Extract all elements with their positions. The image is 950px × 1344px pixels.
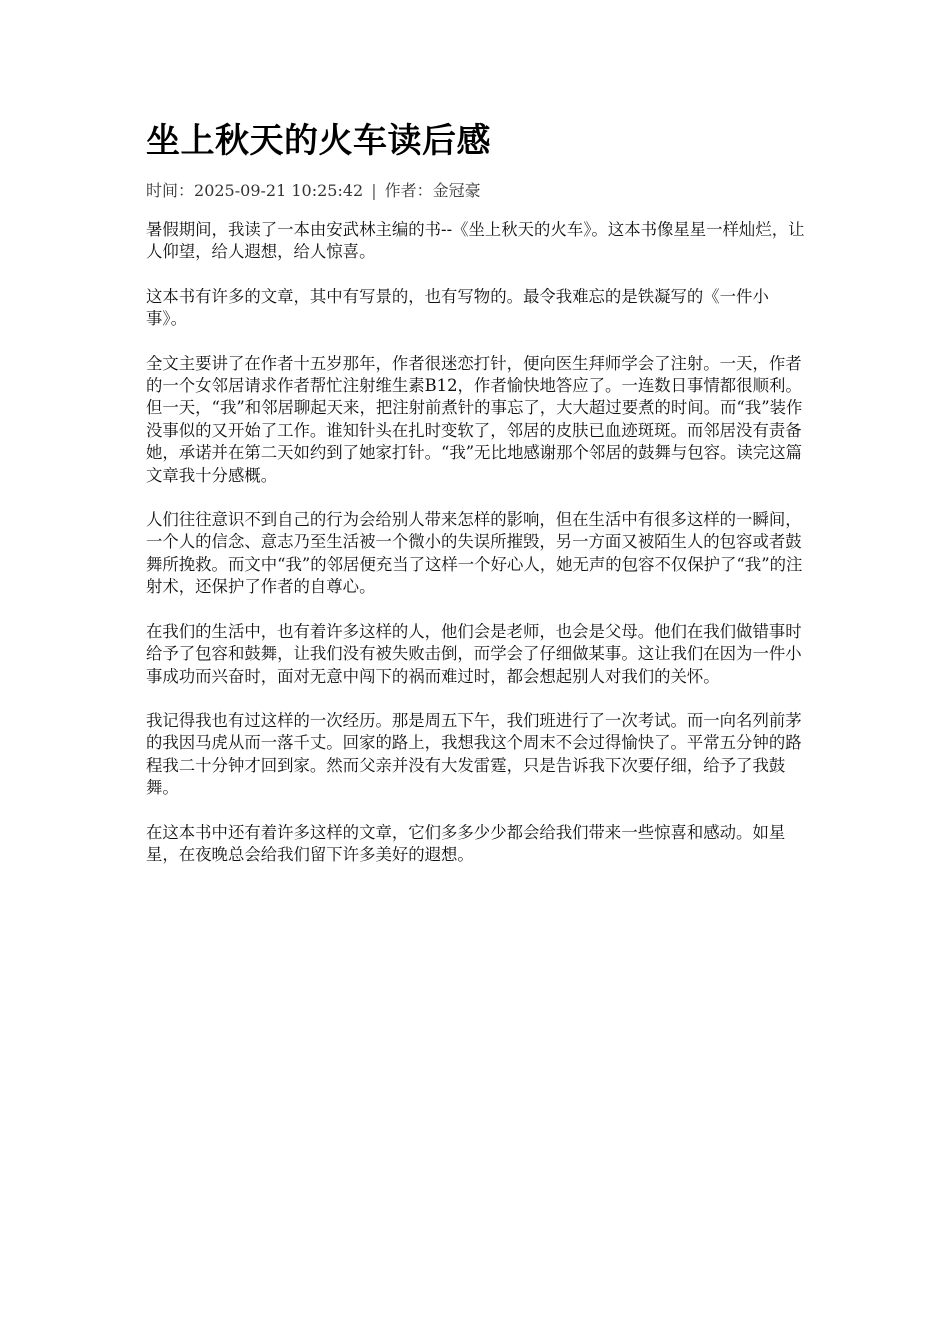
- paragraph: 全文主要讲了在作者十五岁那年，作者很迷恋打针，便向医生拜师学会了注射。一天，作者的一个女邻居请求作者帮忙注射维生素B12，作者愉快地答应了。一连数日事情都很顺利。但一天，“我”和邻居聊起天来，把注射前煮针的事忘了，大大超过要煮的时间。而“我”装作没事似的又开始了工作。谁知针头在扎时变软了，邻居的皮肤已血迹斑斑。而邻居没有责备她，承诺并在第二天如约到了她家打针。“我”无比地感谢那个邻居的鼓舞与包容。读完这篇文章我十分感概。: [146, 353, 803, 485]
- paragraph: 这本书有许多的文章，其中有写景的，也有写物的。最令我难忘的是铁凝写的《一件小事》。: [146, 286, 769, 329]
- meta-separator: |: [371, 181, 377, 200]
- page-title: 坐上秋天的火车读后感: [146, 121, 491, 161]
- paragraph: 人们往往意识不到自己的行为会给别人带来怎样的影响，但在生活中有很多这样的一瞬间，一个人的信念、意志乃至生活被一个微小的失误所摧毁，另一方面又被陌生人的包容或者鼓舞所挽救。而文中“我”的邻居便充当了这样一个好心人，她无声的包容不仅保护了“我”的注射术，还保护了作者的自尊心。: [146, 510, 803, 597]
- author-value: 金冠豪: [432, 181, 481, 200]
- paragraph: 在我们的生活中，也有着许多这样的人，他们会是老师，也会是父母。他们在我们做错事时给予了包容和鼓舞，让我们没有被失败击倒，而学会了仔细做某事。这让我们在因为一件小事成功而兴奋时，面对无意中闯下的祸而难过时，都会想起别人对我们的关怀。: [146, 621, 802, 686]
- author-label: 作者：: [384, 181, 433, 200]
- paragraph: 暑假期间，我读了一本由安武林主编的书--《坐上秋天的火车》。这本书像星星一样灿烂，让人仰望，给人遐想，给人惊喜。: [146, 220, 805, 262]
- time-value: 2025-09-21 10:25:42: [194, 181, 364, 200]
- article: [146, 118, 806, 888]
- paragraph: 我记得我也有过这样的一次经历。那是周五下午，我们班进行了一次考试。而一向名列前茅的我因马虎从而一落千丈。回家的路上，我想我这个周末不会过得愉快了。平常五分钟的路程我二十分钟才回到家。然而父亲并没有大发雷霆，只是告诉我下次要仔细，给予了我鼓舞。: [146, 710, 802, 798]
- time-label: 时间：: [146, 181, 195, 200]
- article-meta: [146, 180, 806, 202]
- paragraph: 在这本书中还有着许多这样的文章，它们多多少少都会给我们带来一些惊喜和感动。如星星，在夜晚总会给我们留下许多美好的遐想。: [146, 822, 786, 864]
- article-body: [146, 219, 806, 866]
